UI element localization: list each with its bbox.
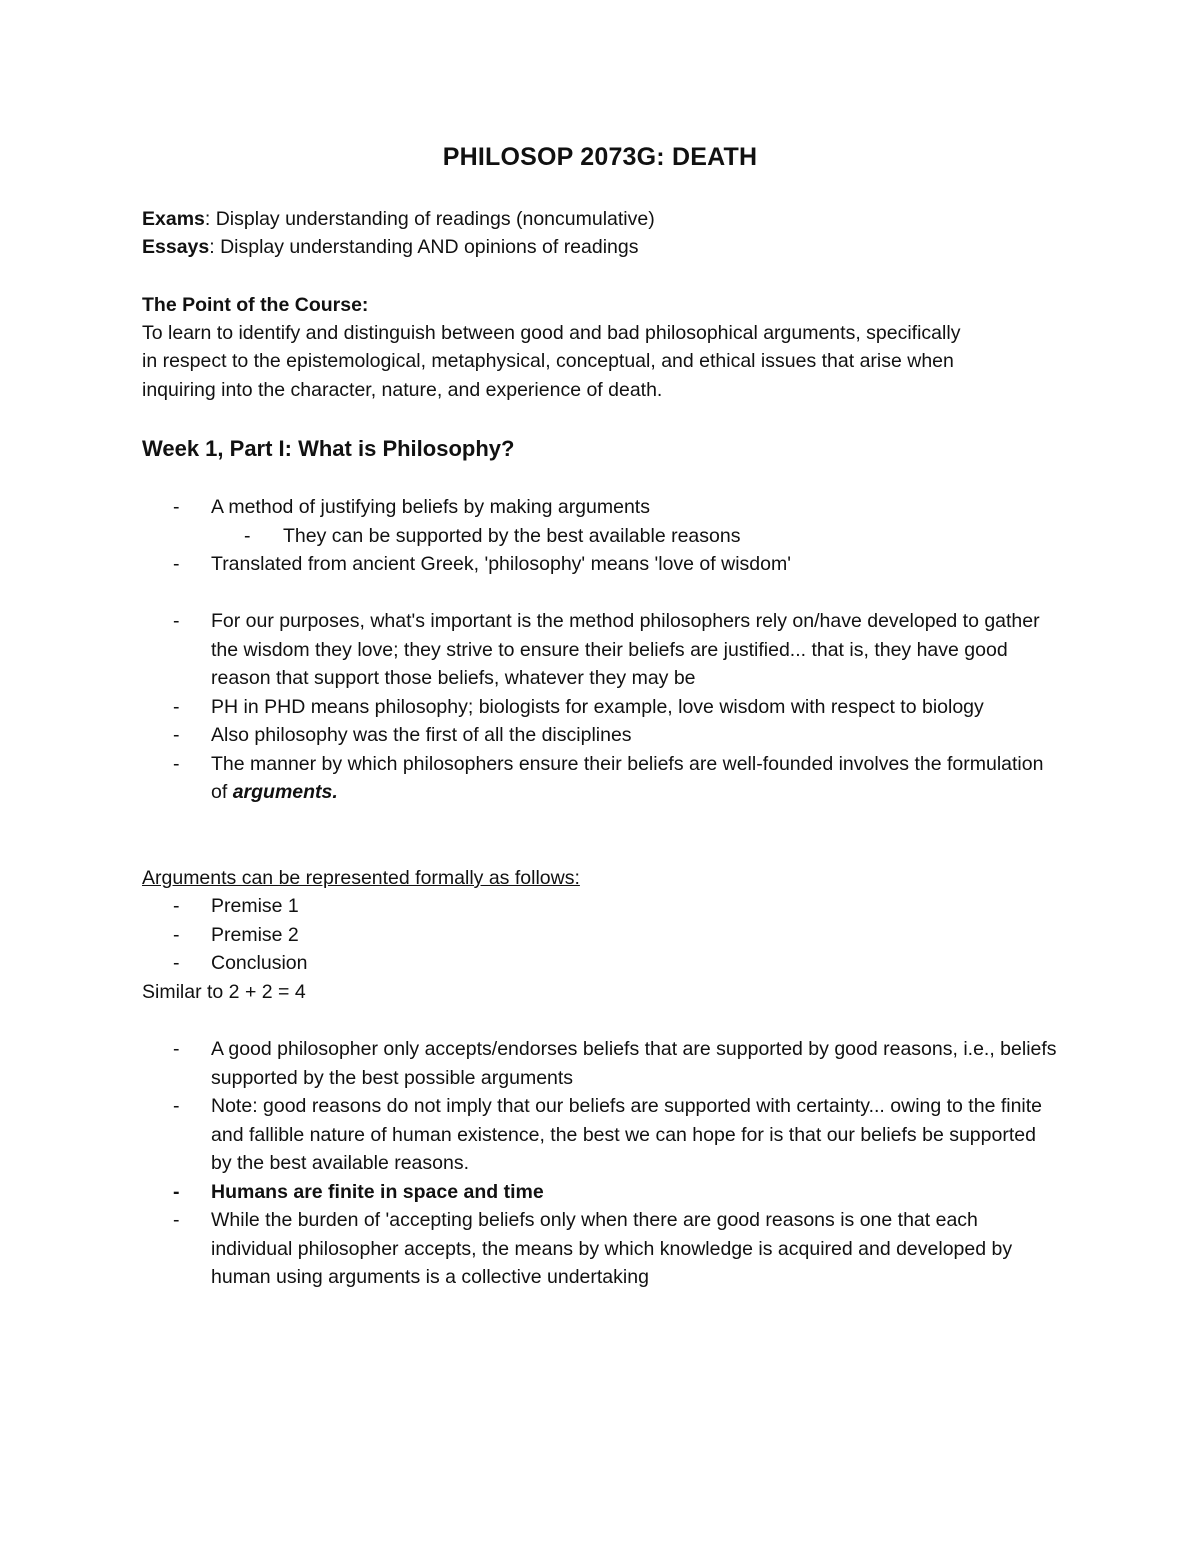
- point-line-1: To learn to identify and distinguish between good and bad philosophical arguments, specifically: [142, 322, 961, 344]
- list-item: [0, 721, 1200, 750]
- bullet-dash: -: [173, 724, 180, 746]
- list-item-text: Translated from ancient Greek, 'philosophy' means 'love of wisdom': [211, 553, 791, 575]
- list-item-text: PH in PHD means philosophy; biologists for example, love wisdom with respect to biology: [211, 695, 984, 718]
- arguments-heading: Arguments can be represented formally as follows:: [142, 867, 580, 889]
- exams-line: [142, 205, 655, 234]
- list-item-text: A good philosopher only accepts/endorses beliefs that are supported by good reasons, i.e., beliefs supported by the best possible arguments: [211, 1038, 1057, 1089]
- list-item-text: Premise 1: [211, 895, 299, 917]
- bullet-list-4: [0, 1035, 1200, 1292]
- list-item: [0, 607, 1200, 693]
- list-item: [0, 1035, 1200, 1092]
- point-line-2: in respect to the epistemological, metaphysical, conceptual, and ethical issues that arise when: [142, 350, 954, 372]
- bullet-dash: -: [173, 1180, 180, 1203]
- bullet-dash: -: [173, 1095, 180, 1117]
- bullet-list-2: [0, 607, 1200, 807]
- list-item: [0, 693, 1200, 722]
- list-item-text: While the burden of 'accepting beliefs only when there are good reasons is one that each individual philosopher accepts, the means by which knowledge is acquired and developed by human using arguments is a collective undertaking: [211, 1209, 1013, 1288]
- point-line-3: inquiring into the character, nature, and experience of death.: [142, 379, 663, 401]
- list-item: [0, 522, 1200, 551]
- bullet-list-1: [0, 493, 1200, 579]
- list-item: [0, 892, 1200, 921]
- document-title: PHILOSOP 2073G: DEATH: [442, 143, 758, 171]
- bullet-dash: -: [173, 496, 180, 518]
- list-item-text: A method of justifying beliefs by making arguments: [211, 496, 650, 518]
- list-item-text: Also philosophy was the first of all the disciplines: [211, 724, 632, 746]
- list-item-text: Conclusion: [211, 952, 308, 974]
- list-item-text: The manner by which philosophers ensure their beliefs are well-founded involves the formulation of arguments.: [211, 752, 1044, 803]
- bullet-dash: -: [173, 752, 180, 775]
- list-item: [0, 1206, 1200, 1292]
- list-item-text: Premise 2: [211, 923, 299, 946]
- week1-heading: Week 1, Part I: What is Philosophy?: [142, 436, 515, 461]
- list-item: [0, 921, 1200, 950]
- list-item: [0, 949, 1200, 978]
- list-item: [0, 550, 1200, 579]
- list-item: [0, 750, 1200, 807]
- bullet-dash: -: [173, 952, 180, 974]
- bullet-dash: -: [173, 695, 180, 718]
- bullet-list-3: [0, 892, 1200, 978]
- list-item: [0, 1178, 1200, 1207]
- emphasis-text: arguments.: [232, 781, 338, 803]
- list-item: [0, 1092, 1200, 1178]
- bullet-dash: -: [173, 1038, 180, 1060]
- bullet-dash: -: [173, 610, 180, 632]
- list-item-text: Note: good reasons do not imply that our beliefs are supported with certainty... owing to the finite and fallible nature of human existence, the best we can hope for is that our beliefs be supported by the best available reasons.: [211, 1095, 1043, 1174]
- list-item-text: They can be supported by the best available reasons: [283, 524, 741, 547]
- bullet-dash: -: [244, 524, 251, 547]
- similar-line: Similar to 2 + 2 = 4: [142, 981, 306, 1003]
- essays-text: : Display understanding AND opinions of readings: [209, 236, 639, 258]
- bullet-dash: -: [173, 553, 180, 575]
- exams-text: : Display understanding of readings (noncumulative): [204, 208, 655, 230]
- exams-label: Exams: [142, 208, 205, 230]
- essays-label: Essays: [142, 236, 210, 258]
- bullet-dash: -: [173, 895, 180, 917]
- essays-line: [142, 233, 639, 262]
- bullet-dash: -: [173, 923, 180, 946]
- bullet-dash: -: [173, 1209, 180, 1231]
- list-item: [0, 493, 1200, 522]
- list-item-text: For our purposes, what's important is the method philosophers rely on/have developed to gather the wisdom they love; they strive to ensure their beliefs are justified... that is, they have good reason that support those beliefs, whatever they may be: [211, 610, 1040, 689]
- point-heading: The Point of the Course:: [142, 294, 369, 316]
- list-item-text: Humans are finite in space and time: [211, 1180, 544, 1203]
